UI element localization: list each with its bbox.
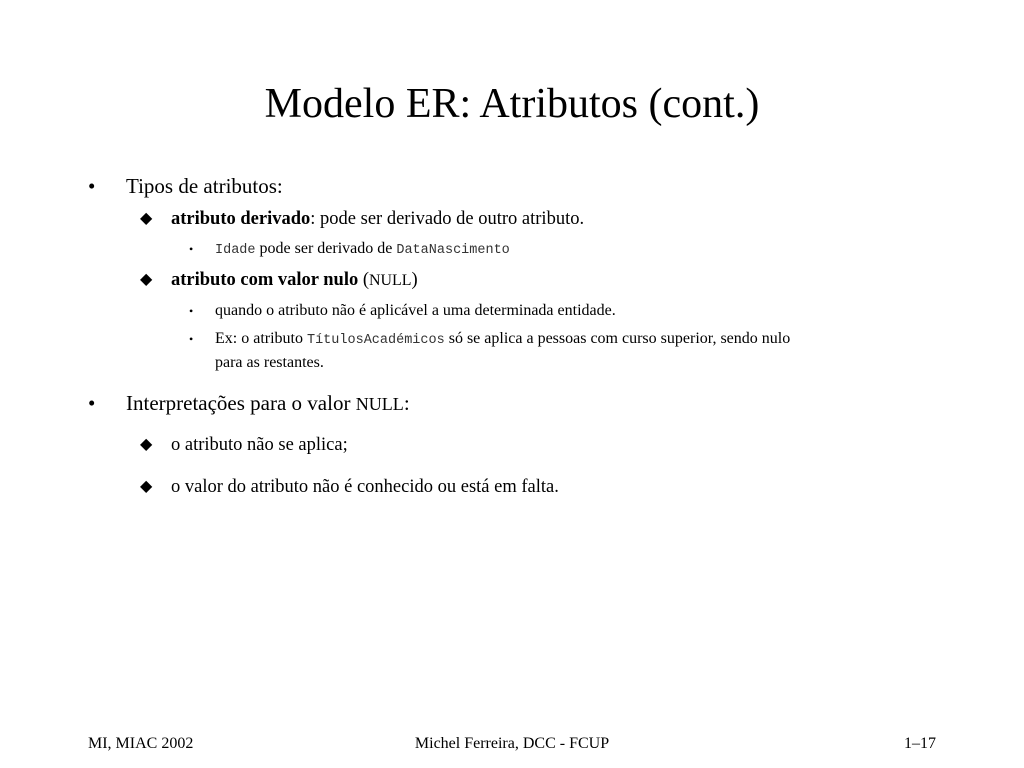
slide-title: Modelo ER: Atributos (cont.): [264, 81, 760, 127]
nulo-open: (: [358, 270, 370, 290]
example-text: pode ser derivado de: [255, 240, 397, 257]
bullet-diamond-icon: ◆: [140, 271, 153, 288]
list-item-interpretacoes: [126, 390, 410, 417]
null-keyword: NULL: [355, 394, 404, 414]
bullet-dot-icon: •: [88, 174, 96, 198]
list-item-derivado: [171, 207, 584, 231]
bullet-diamond-icon: ◆: [140, 436, 153, 453]
term-derivado: atributo derivado: [171, 209, 311, 229]
footer-author: Michel Ferreira, DCC - FCUP: [414, 735, 610, 752]
bullet-small-dot-icon: •: [189, 242, 194, 256]
bullet-diamond-icon: ◆: [140, 210, 153, 227]
null-keyword: NULL: [369, 272, 412, 289]
derivado-text: : pode ser derivado de outro atributo.: [310, 209, 585, 229]
term-nulo: atributo com valor nulo: [171, 270, 359, 290]
list-item-tipos: Tipos de atributos:: [126, 174, 283, 198]
list-item-interp2: o valor do atributo não é conhecido ou está em falta.: [171, 477, 559, 497]
code-datanascimento: DataNascimento: [396, 243, 510, 258]
footer-course: MI, MIAC 2002: [88, 735, 194, 752]
code-idade: Idade: [215, 243, 256, 258]
bullet-diamond-icon: ◆: [140, 478, 153, 495]
list-item-idade-example: [215, 238, 510, 262]
list-item-nulo-sub2-continuation: para as restantes.: [215, 354, 324, 371]
interpretacoes-text: Interpretações para o valor: [126, 391, 356, 415]
list-item-interp1: o atributo não se aplica;: [171, 435, 348, 455]
list-item-nulo-sub1: quando o atributo não é aplicável a uma determinada entidade.: [215, 302, 616, 319]
footer-page-number: 1–17: [904, 735, 936, 752]
list-item-nulo-sub2: [215, 328, 790, 352]
list-item-nulo: [171, 268, 418, 293]
bullet-dot-icon: •: [88, 391, 96, 415]
bullet-small-dot-icon: •: [189, 332, 194, 346]
nulo-close: ): [411, 270, 418, 290]
code-tituloacademicos: TítulosAcadémicos: [306, 333, 445, 348]
interpretacoes-colon: :: [403, 391, 410, 415]
sub2-suffix: só se aplica a pessoas com curso superior, sendo nulo: [444, 330, 791, 347]
sub2-prefix: Ex: o atributo: [215, 330, 307, 347]
bullet-small-dot-icon: •: [189, 304, 194, 318]
